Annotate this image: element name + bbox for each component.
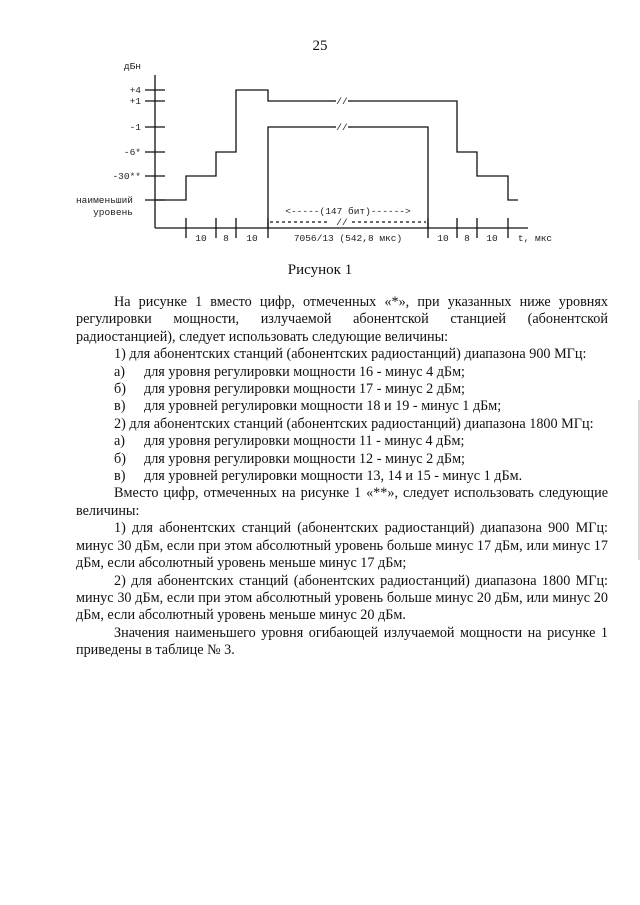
min-level-label-line1: наименьший: [75, 195, 133, 206]
y-label-minus1: -1: [129, 122, 141, 133]
paragraph: 1) для абонентских станций (абонентских радиостанций) диапазона 900 МГц: минус 30 дБм, если при этом абсолютный уровень больше минус 17 дБм, или минус 17 дБм, если абсолютный уровень меньше минус 17 дБм;: [76, 520, 608, 572]
y-label-minus30: -30**: [112, 171, 141, 182]
x-label-left-2: 8: [223, 233, 229, 244]
list-item-label: б): [114, 450, 126, 467]
burst-length-label: <-----(147 бит)------>: [285, 206, 411, 217]
list-item-text: для уровней регулировки мощности 18 и 19 - минус 1 дБм;: [144, 398, 502, 415]
x-axis-unit-label: t, мкс: [517, 233, 553, 244]
paragraph: 2) для абонентских станций (абонентских радиостанций) диапазона 1800 МГц:: [114, 415, 594, 432]
y-label-plus4: +4: [129, 85, 141, 96]
list-item-label: а): [114, 363, 126, 380]
break-mark-bottom: //: [336, 217, 348, 228]
list-item: [76, 364, 608, 381]
list-item-text: для уровней регулировки мощности 13, 14 и 15 - минус 1 дБм.: [144, 468, 523, 485]
list-item-text: для уровня регулировки мощности 11 - минус 4 дБм;: [144, 433, 465, 450]
list-item-label: а): [114, 433, 126, 450]
body-text: [76, 294, 608, 660]
power-envelope-figure: [0, 0, 640, 250]
paragraph: 1) для абонентских станций (абонентских радиостанций) диапазона 900 МГц:: [114, 346, 587, 363]
list-item-label: в): [114, 468, 126, 485]
paragraph: На рисунке 1 вместо цифр, отмеченных «*», при указанных ниже уровнях регулировки мощности, излучаемой абонентской станцией (абонентской радиостанцией), следует использовать следующие величины:: [76, 294, 608, 345]
list-item-text: для уровня регулировки мощности 17 - минус 2 дБм;: [144, 381, 465, 398]
x-label-right-2: 8: [464, 233, 470, 244]
break-mark-upper: //: [336, 96, 348, 107]
min-level-label-line2: уровень: [93, 207, 133, 218]
list-item: [76, 381, 608, 398]
list-item-label: в): [114, 398, 126, 415]
list-item-text: для уровня регулировки мощности 16 - минус 4 дБм;: [144, 363, 465, 380]
upper-mask-line: [155, 90, 330, 200]
list-item-text: для уровня регулировки мощности 12 - минус 2 дБм;: [144, 450, 465, 467]
power-envelope-diagram: [0, 0, 640, 250]
list-item: [76, 398, 608, 415]
list-item: [76, 451, 608, 468]
x-label-right-1: 10: [437, 233, 449, 244]
y-unit-label: дБн: [123, 61, 141, 72]
y-label-plus1: +1: [129, 96, 141, 107]
page-number: 25: [312, 38, 328, 54]
list-item-label: б): [114, 381, 126, 398]
break-mark-lower: //: [336, 122, 348, 133]
paragraph: Значения наименьшего уровня огибающей излучаемой мощности на рисунке 1 приведены в таблице № 3.: [76, 624, 608, 659]
figure-caption: Рисунок 1: [287, 262, 353, 278]
paragraph: Вместо цифр, отмеченных на рисунке 1 «**», следует использовать следующие величины:: [76, 485, 608, 519]
y-label-minus6: -6*: [123, 147, 141, 158]
x-label-middle: 7056/13 (542,8 мкс): [293, 233, 403, 244]
x-label-right-3: 10: [486, 233, 498, 244]
paragraph: 2) для абонентских станций (абонентских радиостанций) диапазона 1800 МГц: минус 30 дБм, если при этом абсолютный уровень больше минус 20 дБм, или минус 20 дБм, если абсолютный уровень меньше минус 20 дБм.: [76, 572, 608, 624]
list-item: [76, 433, 608, 450]
upper-mask-line-right: [352, 101, 518, 200]
x-label-left-1: 10: [195, 233, 207, 244]
x-label-left-3: 10: [246, 233, 258, 244]
list-item: [76, 468, 608, 485]
